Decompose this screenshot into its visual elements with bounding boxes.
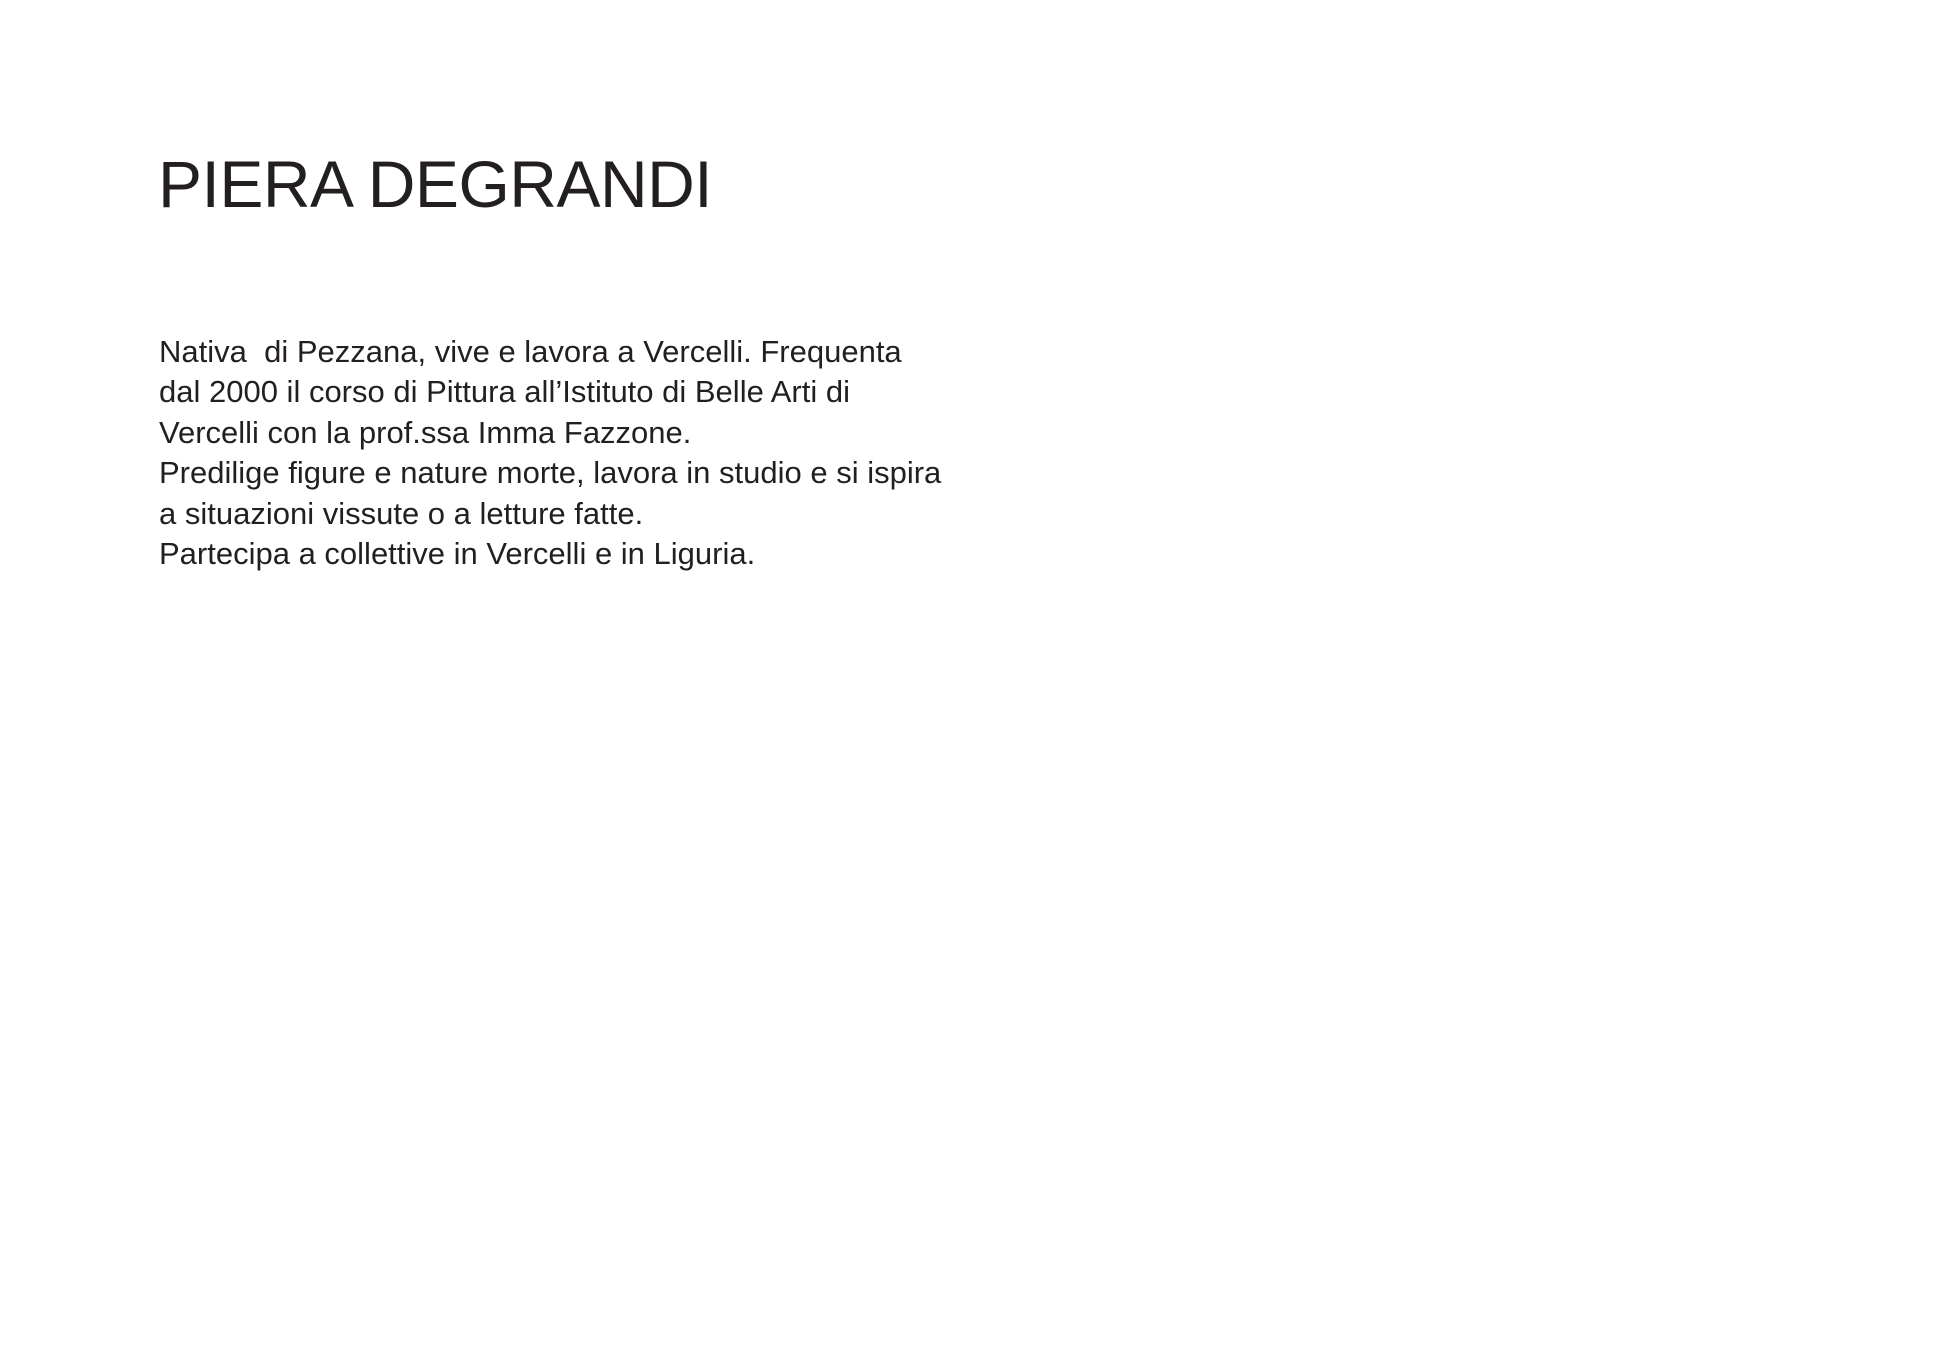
artist-biography — [159, 332, 1059, 574]
biography-line: Partecipa a collettive in Vercelli e in Liguria. — [159, 536, 756, 572]
biography-line: Predilige figure e nature morte, lavora in studio e si ispira — [159, 455, 942, 491]
artist-name-title: PIERA DEGRANDI — [158, 147, 713, 221]
biography-line: dal 2000 il corso di Pittura all’Istituto di Belle Arti di — [159, 374, 850, 410]
biography-line: Nativa di Pezzana, vive e lavora a Vercelli. Frequenta — [159, 334, 902, 369]
biography-line: a situazioni vissute o a letture fatte. — [159, 495, 644, 531]
biography-line: Vercelli con la prof.ssa Imma Fazzone. — [159, 414, 692, 450]
